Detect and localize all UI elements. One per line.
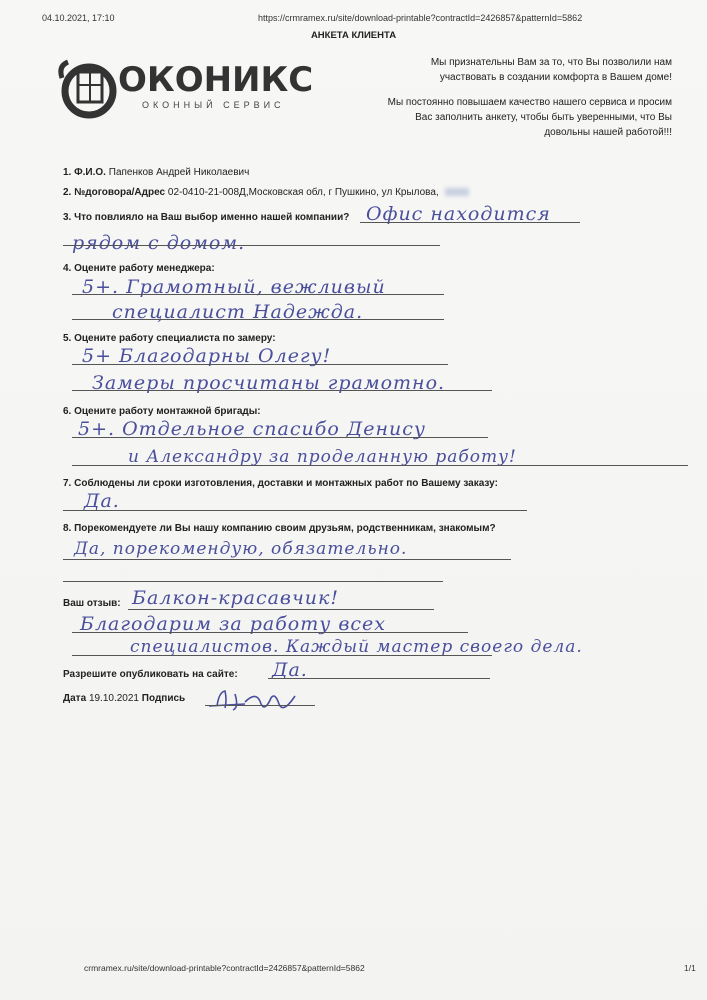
field-name xyxy=(63,167,249,178)
question-5: 5. Оцените работу специалиста по замеру: xyxy=(63,333,276,344)
answer-4-line-2: специалист Надежда. xyxy=(112,301,364,323)
answer-line xyxy=(63,510,527,511)
question-6: 6. Оцените работу монтажной бригады: xyxy=(63,406,261,417)
answer-5-line-2: Замеры просчитаны грамотно. xyxy=(92,372,446,394)
field-contract xyxy=(63,187,469,198)
answer-line xyxy=(72,655,492,656)
field-name-label: 1. Ф.И.О. xyxy=(63,167,106,178)
intro-line: Мы постоянно повышаем качество нашего сервиса и просим xyxy=(387,97,672,108)
answer-6-line-1: 5+. Отдельное спасибо Денису xyxy=(78,418,426,440)
answer-line xyxy=(128,609,434,610)
answer-7: Да. xyxy=(84,490,120,512)
answer-5-line-1: 5+ Благодарны Олегу! xyxy=(82,345,332,367)
field-contract-label: 2. №договора/Адрес xyxy=(63,187,166,198)
intro-line: довольны нашей работой!!! xyxy=(544,127,672,138)
answer-line xyxy=(72,364,448,365)
intro-line: участвовать в создании комфорта в Вашем доме! xyxy=(439,72,672,83)
answer-3-line-1: Офис находится xyxy=(366,203,551,225)
question-8: 8. Порекомендуете ли Вы нашу компанию своим друзьям, родственникам, знакомым? xyxy=(63,523,496,534)
question-7: 7. Соблюдены ли сроки изготовления, доставки и монтажных работ по Вашему заказу: xyxy=(63,478,498,489)
logo-tagline: ОКОННЫЙ СЕРВИС xyxy=(142,100,285,110)
intro-text-1 xyxy=(431,55,672,85)
signature-line xyxy=(205,705,315,706)
date-field xyxy=(63,693,185,704)
intro-line: Вас заполнить анкету, чтобы быть уверенными, что Вы xyxy=(415,112,672,123)
question-3: 3. Что повлияло на Ваш выбор именно нашей компании? xyxy=(63,212,350,223)
answer-line xyxy=(72,632,468,633)
redacted-address xyxy=(445,188,469,196)
answer-line xyxy=(63,245,440,246)
answer-4-line-1: 5+. Грамотный, вежливый xyxy=(82,276,386,298)
review-label: Ваш отзыв: xyxy=(63,598,121,609)
answer-line xyxy=(72,437,488,438)
field-contract-value: 02-0410-21-008Д,Московская обл, г Пушкино, ул Крылова, xyxy=(167,187,439,198)
publish-answer: Да. xyxy=(272,659,308,681)
date-label: Дата xyxy=(63,693,87,704)
field-name-value: Папенков Андрей Николаевич xyxy=(108,167,250,178)
answer-line xyxy=(72,319,444,320)
answer-line xyxy=(72,294,444,295)
review-line-1: Балкон-красавчик! xyxy=(132,587,340,609)
form-title: АНКЕТА КЛИЕНТА xyxy=(310,30,397,41)
review-line-2: Благодарим за работу всех xyxy=(80,613,386,635)
answer-line xyxy=(63,559,511,560)
intro-text-2 xyxy=(388,95,672,140)
review-line-3: специалистов. Каждый мастер своего дела. xyxy=(130,637,583,657)
print-datetime: 04.10.2021, 17:10 xyxy=(42,13,115,23)
intro-line: Мы признательны Вам за то, что Вы позволили нам xyxy=(430,57,672,68)
logo-brand: ОКОНИКС xyxy=(118,60,314,100)
signature-icon xyxy=(205,688,315,718)
print-url: https://crmramex.ru/site/download-printable?contractId=2426857&patternId=5862 xyxy=(258,13,583,23)
answer-line xyxy=(72,465,688,466)
window-logo-icon xyxy=(58,58,120,120)
answer-line xyxy=(63,581,443,582)
page-number: 1/1 xyxy=(684,963,696,973)
footer-url: crmramex.ru/site/download-printable?contractId=2426857&patternId=5862 xyxy=(84,963,365,973)
publish-label: Разрешите опубликовать на сайте: xyxy=(63,669,238,680)
answer-line xyxy=(360,222,580,223)
answer-line xyxy=(268,678,490,679)
answer-3-line-2: рядом с домом. xyxy=(72,232,246,254)
answer-8: Да, порекомендую, обязательно. xyxy=(74,539,408,559)
question-4: 4. Оцените работу менеджера: xyxy=(63,263,215,274)
sign-label: Подпись xyxy=(141,693,186,704)
company-logo xyxy=(58,58,314,118)
answer-6-line-2: и Александру за проделанную работу! xyxy=(128,447,517,467)
answer-line xyxy=(72,390,492,391)
date-value: 19.10.2021 xyxy=(88,693,139,704)
